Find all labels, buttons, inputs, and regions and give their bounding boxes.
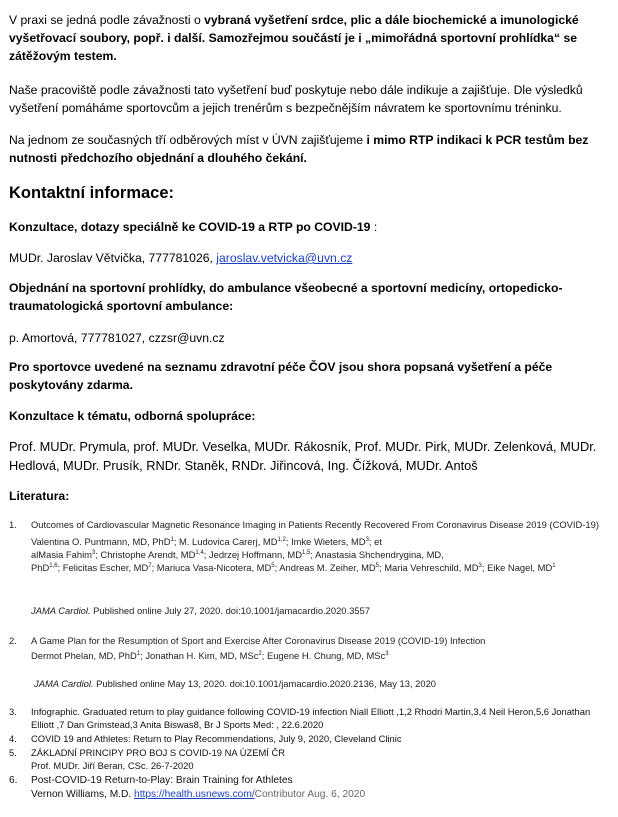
intro-text: Na jednom ze současných tří odběrových míst v ÚVN zajišťujeme [9,133,367,147]
order-contact: p. Amortová, 777781027, czzsr@uvn.cz [9,331,225,345]
reference-title: Outcomes of Cardiovascular Magnetic Resonance Imaging in Patients Recently Recovered From Coronavirus Disease 2019 (COVID-19) [31,519,599,530]
intro-bold-text: i mimo RTP indikaci k PCR testům bez nutnosti předchozího objednání a dlouhého čekání. [9,133,589,165]
contact-heading: Kontaktní informace: [9,184,175,202]
reference-title: A Game Plan for the Resumption of Sport and Exercise After Coronavirus Disease 2019 (COVID-19) Infection [31,635,486,646]
reference-number: 2. [9,635,17,646]
literature-heading: Literatura: [9,489,70,503]
consult-contact: MUDr. Jaroslav Větvička, 777781026, jaroslav.vetvicka@uvn.cz [9,251,353,265]
order-label: Objednání na sportovní prohlídky, do ambulance všeobecné a sportovní medicíny, ortopedicko-traumatologická sportovní ambulance: [9,281,563,313]
reference-authors: Dermot Phelan, MD, PhD$^1$; Jonathan H. Kim, MD, MSc$^2$; Eugene H. Chung, MD, MSc$^3$ [31,650,389,661]
reference-link[interactable]: https://health.usnews.com/ [134,789,255,800]
intro-text: V praxi se jedná podle závažnosti o [9,13,205,27]
consult-label: Konzultace, dotazy speciálně ke COVID-19 a RTP po COVID-19 : [9,220,378,234]
expert-label: Konzultace k tématu, odborná spolupráce: [9,409,256,423]
expert-names: Prof. MUDr. Prymula, prof. MUDr. Veselka, MUDr. Rákosník, Prof. MUDr. Pirk, MUDr. Zelenková, MUDr. Hedlová, MUDr. Prusík, RNDr. Staněk, RNDr. Jiřincová, Ing. Čížková, MUDr. Antoš [9,439,597,473]
email-link[interactable]: jaroslav.vetvicka@uvn.cz [216,251,353,265]
intro-paragraph-3 [9,131,610,167]
reference-authors: Valentina O. Puntmann, MD, PhD$^1$; M. Ludovica Carerj, MD$^{1,2}$; Imke Wieters, $MD^3$; et alMasia Fahim$^3$; Christophe Arendt, MD$^{1,4}$; Jedrzej Hoffmann, MD$^{1,5}$; Anastasia Shchendrygina, MD, PhD$^{1,6}$; Felicitas Escher, $MD^7$; Mariuca Vasa-Nicotera, $MD^5$; Andreas M. Zeiher, $MD^5$; Maria Vehreschild, $MD^3$; Eike Nagel, $MD^1$ [31,536,556,573]
reference-number: 1. [9,519,17,530]
athletes-note: Pro sportovce uvedené na seznamu zdravotní péče ČOV jsou shora popsaná vyšetření a péče poskytovány zdarma. [9,360,553,392]
intro-paragraph-2: Naše pracoviště podle závažnosti tato vyšetření buď poskytuje nebo dále indikuje a zajišťuje. Dle výsledků vyšetření pomáháme sportovcům a jejich trenérům s bezpečnějším návratem ke sportovnímu tréninku. [9,83,583,115]
intro-paragraph-1 [9,11,610,65]
document-page: V praxi se jedná podle závažnosti o vybraná vyšetření srdce, plic a dále biochemické a imunologické vyšetřovací soubory, popř. i další. Samozřejmou součástí je i „mimořádná sportovní prohlídka“ se zátěžovým testem. Naše pracoviště podle závažnosti tato vyšetření buď poskytuje nebo dále indikuje a zajišťuje. Dle výsledků vyšetření pomáháme sportovcům a jejich trenérům s bezpečnějším návratem ke sportovnímu tréninku. Na jednom ze současných tří odběrových míst v ÚVN zajišťujeme i mimo RTP indikaci k PCR testům bez nutnosti předchozího objednání a dlouhého čekání. Kontaktní informace: Konzultace, dotazy speciálně ke COVID-19 a RTP po COVID-19 : MUDr. Jaroslav Větvička, 777781026, jaroslav.vetvicka@uvn.cz Objednání na sportovní prohlídky, do ambulance všeobecné a sportovní medicíny, ortopedicko-traumatologická sportovní ambulance: p. Amortová, 777781027, czzsr@uvn.cz Pro sportovce uvedené na seznamu zdravotní péče ČOV jsou shora popsaná vyšetření a péče poskytovány zdarma. Konzultace k tématu, odborná spolupráce: Prof. MUDr. Prymula, prof. MUDr. Veselka, MUDr. Rákosník, Prof. MUDr. Pirk, MUDr. Zelenková, MUDr. Hedlová, MUDr. Prusík, RNDr. Staněk, RNDr. Jiřincová, Ing. Čížková, MUDr. Antoš Literatura: 1. Outcomes of Cardiovascular Magnetic Resonance Imaging in Patients Recently Recovered From Coronavirus Disease 2019 (COVID-19) Valentina O. Puntmann, MD, PhD$^1$; M. Ludovica Carerj, MD$^{1,2}$; Imke Wieters, $MD^3$; et alMasia Fahim$^3$; Christophe Arendt, MD$^{1,4}$; Jedrzej Hoffmann, MD$^{1,5}$; Anastasia Shchendrygina, MD, PhD$^{1,6}$; Felicitas Escher, $MD^7$; Mariuca Vasa-Nicotera, $MD^5$; Andreas M. Zeiher, $MD^5$; Maria Vehreschild, $MD^3$; Eike Nagel, $MD^1$ JAMA Cardiol. Published online July 27, 2020. doi:10.1001/jamacardio.2020.3557 2. A Game Plan for the Resumption of Sport and Exercise After Coronavirus Disease 2019 (COVID-19) Infection Dermot Phelan, MD, PhD$^1$; Jonathan H. Kim, MD, MSc$^2$; Eugene H. Chung, MD, MSc$^3$ JAMA Cardiol. Published online May 13, 2020. doi:10.1001/jamacardio.2020.2136, May 13, 2020 3. Infographic. Graduated return to play guidance following COVID-19 infection Niall Elliott ,1,2 Rhodri Martin,3,4 Neil Heron,5,6 Jonathan Elliott ,7 Dan Grimstead,3 Anita Biswas8, Br J Sports Med: , 22.6.2020 4. COVID 19 and Athletes: Return to Play Recommendations, July 9, 2020, Cleveland Clinic 5. ZÁKLADNÍ PRINCIPY PRO BOJ S COVID-19 NA ÚZEMÍ ČR Prof. MUDr. Jiří Beran, CSc. 26-7-2020 6. Post-COVID-19 Return-to-Play: Brain Training for Athletes Vernon Williams, M.D. https://health.usnews.com/Contributor Aug. 6, 2020 [0,0,618,817]
reference-1 [9,518,610,618]
intro-bold-text: vybraná vyšetření srdce, plic a dále biochemické a imunologické vyšetřovací soubory, popř. i další. Samozřejmou součástí je i „mimořádná sportovní prohlídka“ se zátěžovým testem. [9,13,579,63]
